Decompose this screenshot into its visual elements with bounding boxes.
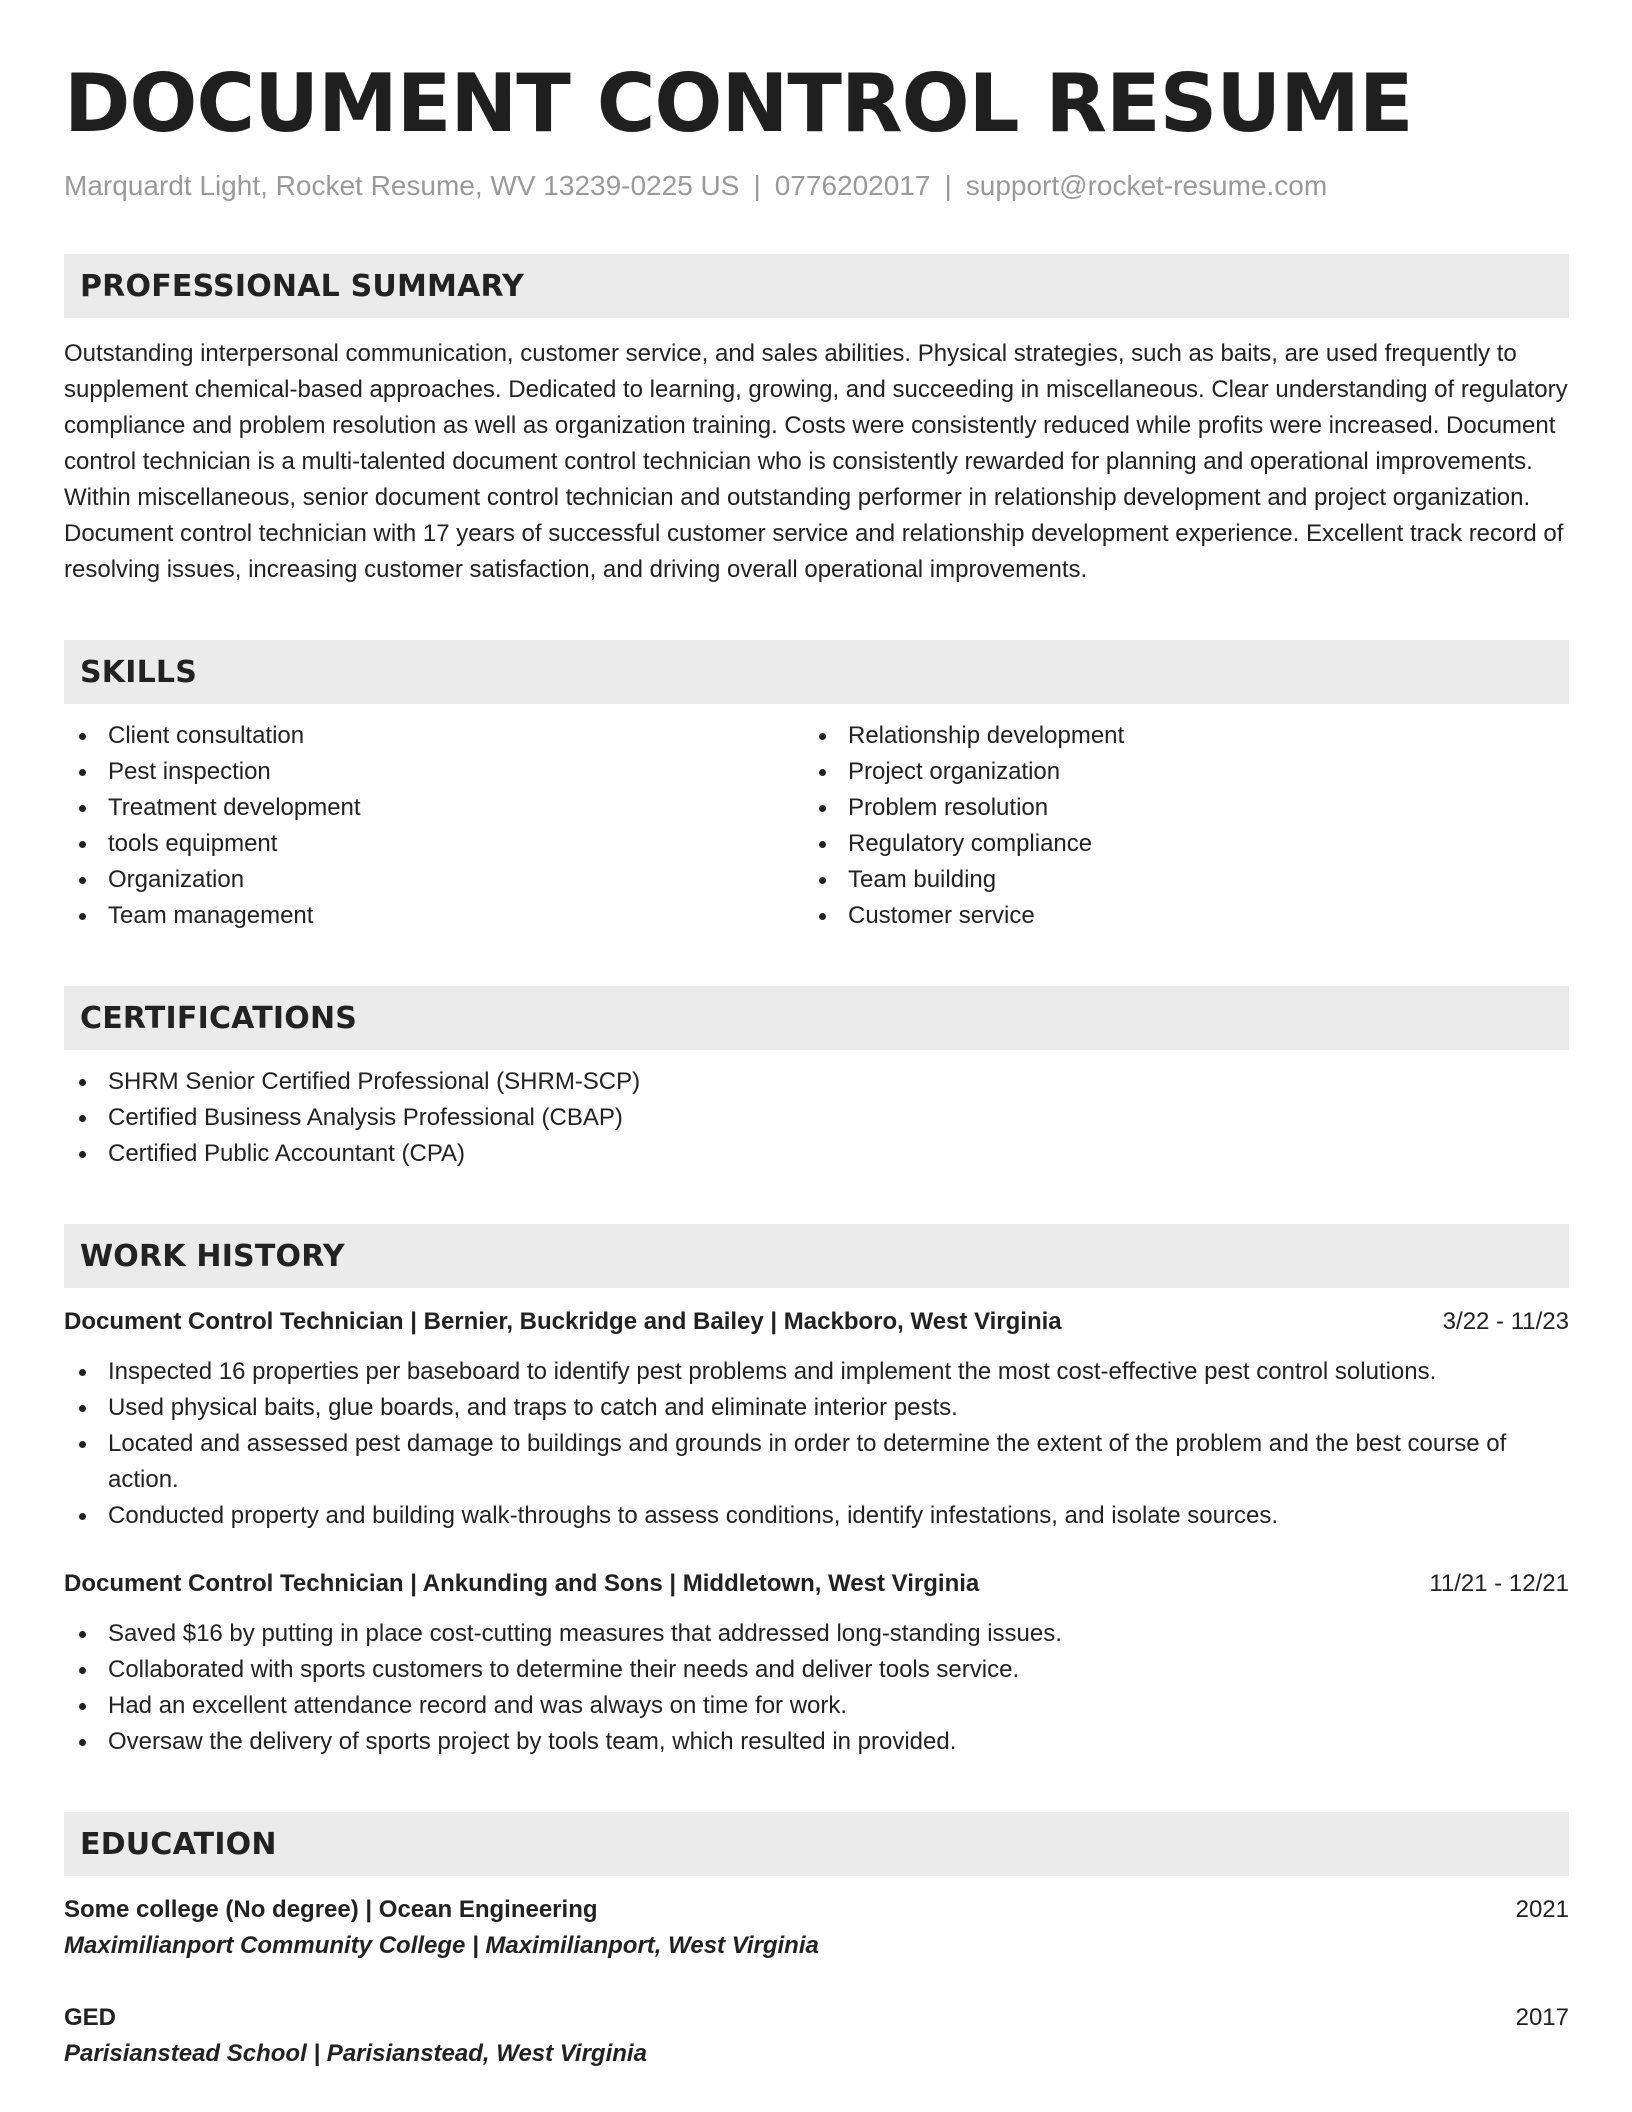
education-degree: Some college (No degree) | Ocean Engineering (64, 1896, 598, 1923)
education-degree: GED (64, 2004, 117, 2031)
education-year: 2017 (1515, 2004, 1569, 2031)
job-bullets (64, 1354, 1569, 1534)
job-bullet: Collaborated with sports customers to determine their needs and deliver tools service. (64, 1652, 1569, 1688)
job-dates: 3/22 - 11/23 (1442, 1308, 1569, 1335)
section-header-skills (64, 640, 1569, 704)
contact-address: Marquardt Light, Rocket Resume, WV 13239-0225 US (64, 170, 740, 201)
skills-list-left (64, 718, 804, 934)
skill-item: Pest inspection (64, 754, 804, 790)
section-title: CERTIFICATIONS (80, 1000, 358, 1036)
education-entry (64, 1892, 1569, 1964)
education-school: Maximilianport Community College | Maximilianport, West Virginia (64, 1932, 819, 1959)
skills-list-right (804, 718, 1544, 934)
section-header-work-history (64, 1224, 1569, 1288)
skill-item: Team management (64, 898, 804, 934)
education-school: Parisianstead School | Parisianstead, West Virginia (64, 2040, 647, 2067)
section-header-education (64, 1812, 1569, 1876)
section-header-certifications (64, 986, 1569, 1050)
education-header (64, 1892, 1569, 1928)
education-header (64, 2000, 1569, 2036)
skill-item: Customer service (804, 898, 1544, 934)
contact-email: support@rocket-resume.com (965, 170, 1328, 201)
certifications-list (64, 1064, 1569, 1172)
job-bullet: Saved $16 by putting in place cost-cutting measures that addressed long-standing issues. (64, 1616, 1569, 1652)
job-bullet: Inspected 16 properties per baseboard to identify pest problems and implement the most cost-effective pest control solutions. (64, 1354, 1569, 1390)
skill-item: Relationship development (804, 718, 1544, 754)
summary-text: Outstanding interpersonal communication, customer service, and sales abilities. Physical strategies, such as baits, are used frequently to supplement chemical-based approaches. Dedicated to learning, growing, and succeeding in miscellaneous. Clear understanding of regulatory compliance and problem resolution as well as organization training. Costs were consistently reduced while profits were increased. Document control technician is a multi-talented document control technician who is consistently rewarded for planning and operational improvements. Within miscellaneous, senior document control technician and outstanding performer in relationship development and project organization. Document control technician with 17 years of successful customer service and relationship development experience. Excellent track record of resolving issues, increasing customer satisfaction, and driving overall operational improvements. (64, 340, 1568, 583)
contact-phone: 0776202017 (774, 170, 931, 201)
job-bullet: Conducted property and building walk-throughs to assess conditions, identify infestations, and isolate sources. (64, 1498, 1569, 1534)
contact-separator: | (753, 170, 761, 201)
job-bullet: Oversaw the delivery of sports project by tools team, which resulted in provided. (64, 1724, 1569, 1760)
job-bullets (64, 1616, 1569, 1760)
resume-title: DOCUMENT CONTROL RESUME (64, 57, 1413, 150)
skill-item: Client consultation (64, 718, 804, 754)
section-title: EDUCATION (80, 1826, 277, 1862)
job-bullet: Located and assessed pest damage to buildings and grounds in order to determine the extent of the problem and the best course of action. (64, 1426, 1569, 1498)
section-title: WORK HISTORY (80, 1238, 345, 1274)
education-year: 2021 (1515, 1896, 1569, 1923)
skill-item: Problem resolution (804, 790, 1544, 826)
certification-item: SHRM Senior Certified Professional (SHRM-SCP) (64, 1064, 1569, 1100)
job-dates: 11/21 - 12/21 (1429, 1570, 1569, 1597)
skills-columns (64, 718, 1569, 934)
job-title: Document Control Technician | Ankunding and Sons | Middletown, West Virginia (64, 1570, 980, 1597)
skill-item: Organization (64, 862, 804, 898)
job-header (64, 1566, 1569, 1602)
skill-item: Treatment development (64, 790, 804, 826)
section-header-summary (64, 254, 1569, 318)
job-entry (64, 1304, 1569, 1534)
certification-item: Certified Business Analysis Professional (CBAP) (64, 1100, 1569, 1136)
job-header (64, 1304, 1569, 1340)
skill-item: Team building (804, 862, 1544, 898)
contact-line (64, 168, 1569, 204)
skill-item: Regulatory compliance (804, 826, 1544, 862)
job-bullet: Had an excellent attendance record and was always on time for work. (64, 1688, 1569, 1724)
job-bullet: Used physical baits, glue boards, and traps to catch and eliminate interior pests. (64, 1390, 1569, 1426)
certification-item: Certified Public Accountant (CPA) (64, 1136, 1569, 1172)
section-title: SKILLS (80, 654, 198, 690)
skill-item: Project organization (804, 754, 1544, 790)
education-entry (64, 2000, 1569, 2072)
job-title: Document Control Technician | Bernier, Buckridge and Bailey | Mackboro, West Virginia (64, 1308, 1062, 1335)
section-title: PROFESSIONAL SUMMARY (80, 268, 525, 304)
skill-item: tools equipment (64, 826, 804, 862)
contact-separator: | (944, 170, 952, 201)
job-entry (64, 1566, 1569, 1760)
